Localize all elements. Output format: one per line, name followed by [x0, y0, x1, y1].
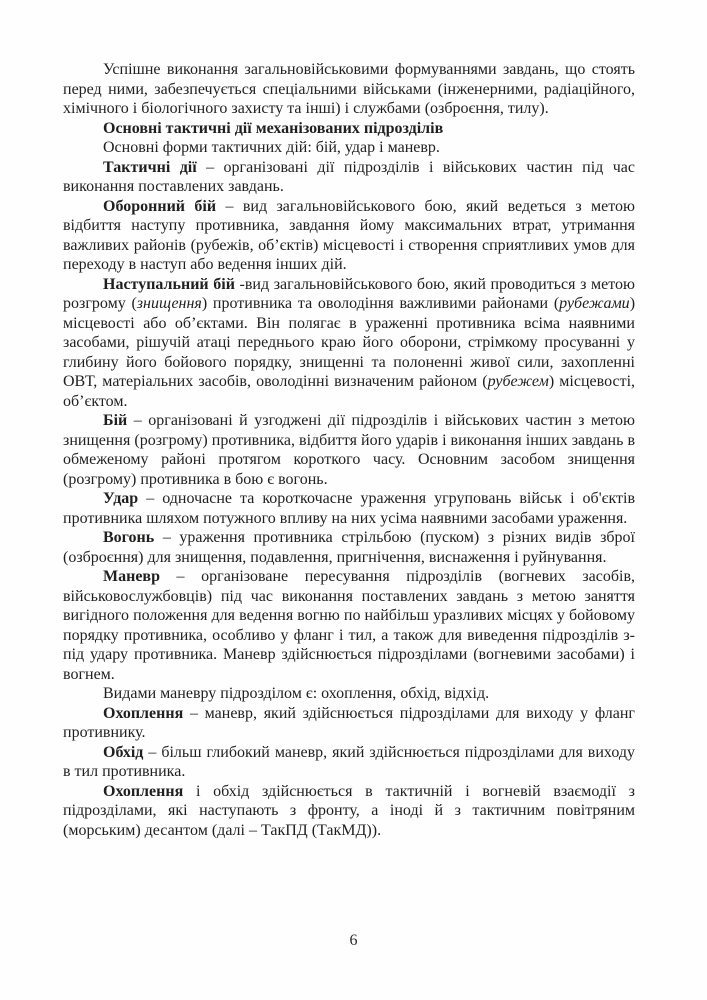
text-run: -вид загальновійськового бою, який проводиться з метою розгрому (	[63, 275, 635, 312]
term-italic: рубежем	[487, 373, 549, 390]
section-heading	[63, 119, 635, 139]
text-run: – одночасне та короткочасне ураження угруповань військ і об'єктів противника шляхом потужного впливу на них усіма наявними засобами ураження.	[63, 490, 635, 527]
term-bold: Вогонь	[103, 529, 155, 546]
term-bold: Основні тактичні дії механізованих підрозділів	[103, 119, 444, 137]
text-run: ) місцевості або об’єктами. Він полягає в ураженні противника всіма наявними засобами, рішучій атаці переднього краю його оборони, стрімкому просуванні у глибину його бойового порядку, знищенні та полоненні живої сили, захопленні ОВТ, матеріальних засобів, оволодінні визначеним районом (	[63, 295, 636, 390]
paragraph	[63, 60, 635, 119]
term-bold: Обхід	[103, 743, 144, 761]
text-run: – організовані й узгоджені дії підрозділів і військових частин з метою знищення (розгрому) противника, відбиття його ударів і виконання інших завдань в обмеженому районі протягом короткого часу. Основним засобом знищення (розгрому) противника в бою є вогонь.	[63, 412, 635, 488]
text-run: – організоване пересування підрозділів (вогневих засобів, військовослужбовців) під час виконання поставлених завдань з метою заняття вигідного положення для ведення вогню по найбільш уразливих місцях у бойовому порядку противника, особливо у фланг і тил, а також для виведення підрозділів з-під удару противника. Маневр здійснюється підрозділами (вогневими засобами) і вогнем.	[63, 568, 635, 683]
paragraph	[63, 684, 635, 704]
paragraph	[63, 138, 635, 158]
text-run: – організовані дії підрозділів і військових частин під час виконання поставлених завдань.	[63, 158, 635, 195]
paragraph	[63, 411, 635, 489]
paragraph	[63, 743, 635, 782]
text-run: – вид загальновійськового бою, який ведеться з метою відбиття наступу противника, завдання йому максимальних втрат, утримання важливих районів (рубежів, об’єктів) місцевості і створення сприятливих умов для переходу в наступ або ведення інших дій.	[63, 197, 635, 273]
paragraph	[63, 158, 635, 197]
text-run: – ураження противника стрільбою (пуском) з різних видів зброї (озброєння) для знищення, подавлення, пригнічення, виснаження і руйнування.	[63, 529, 635, 566]
term-italic: рубежами	[559, 295, 630, 312]
paragraph	[63, 567, 635, 684]
term-bold: Бій	[103, 412, 128, 429]
document-body	[63, 60, 635, 840]
term-bold: Удар	[103, 490, 139, 507]
text-run: Успішне виконання загальновійськовими формуваннями завдань, що стоять перед ними, забезпечується спеціальними військами (інженерними, радіаційного, хімічного і біологічного захисту та інші) і службами (озброєння, тилу).	[63, 61, 635, 117]
paragraph	[63, 275, 635, 412]
paragraph	[63, 489, 635, 528]
text-run: – більш глибокий маневр, який здійснюється підрозділами для виходу в тил противника.	[63, 743, 635, 780]
text-run: і обхід здійснюється в тактичній і вогневій взаємодії з підрозділами, які наступають з фронту, а іноді й з тактичним повітряним (морським) десантом (далі – ТакПД (ТакМД)).	[63, 782, 635, 839]
page-number: 6	[349, 932, 358, 949]
paragraph	[63, 197, 635, 275]
text-run: ) противника та оволодіння важливими районами (	[201, 295, 560, 312]
term-bold: Наступальний бій	[103, 275, 235, 293]
term-bold: Охоплення	[103, 782, 184, 800]
term-bold: Маневр	[103, 568, 160, 585]
term-bold: Оборонний бій	[103, 197, 217, 215]
paragraph	[63, 528, 635, 567]
text-run: Основні форми тактичних дій: бій, удар і маневр.	[103, 139, 440, 156]
text-run: ) місцевості, об’єктом.	[63, 373, 636, 410]
paragraph	[63, 782, 635, 841]
paragraph	[63, 704, 635, 743]
text-run: Видами маневру підрозділом є: охоплення, обхід, відхід.	[103, 685, 490, 702]
term-italic: знищення	[136, 295, 202, 312]
term-bold: Охоплення	[103, 704, 184, 722]
text-run: – маневр, який здійснюється підрозділами для виходу у фланг противнику.	[63, 704, 635, 741]
term-bold: Тактичні дії	[103, 158, 197, 176]
